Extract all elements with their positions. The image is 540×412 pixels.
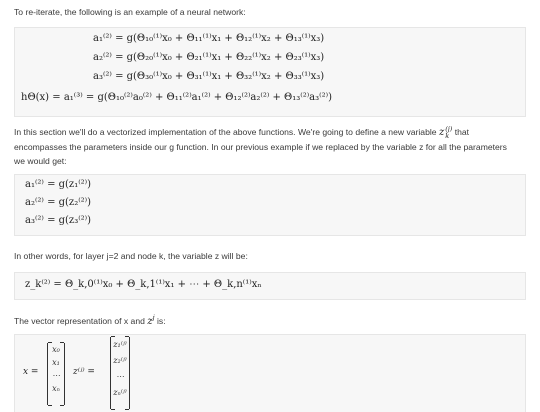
vectorized-text-part1: In this section we'll do a vectorized implementation of the above functions. We're going to define a new variable [14,127,437,137]
vector-text-end: is: [156,316,166,326]
x-vector-cell: x₁ [52,358,60,367]
vectors-box [14,334,526,412]
network-equations-box [14,27,526,117]
z-vector-cell: z₂⁽ʲ⁾ [113,356,127,365]
vectorized-text-part2: that encompasses the parameters inside our g function. In our previous example if we replaced by the variable z for all the parameters we would get: [14,127,507,166]
vectorized-paragraph [14,125,514,168]
z-vector-cell: zₙ⁽ʲ⁾ [113,388,127,397]
zk-equation: z_k⁽²⁾ = Θ_k,0⁽¹⁾x₀ + Θ_k,1⁽¹⁾x₁ + ⋯ + Θ_k,n⁽¹⁾xₙ [25,279,262,290]
vector-text: The vector representation of x and [14,316,145,326]
z-vector-cell: z₁⁽ʲ⁾ [113,340,127,349]
x-vector-cell: ⋯ [52,371,60,380]
z-equation-3: a₃⁽²⁾ = g(z₃⁽²⁾) [25,215,92,226]
x-vector-cell: xₙ [52,384,60,393]
z-label: z⁽ʲ⁾ = [73,367,95,377]
equation-a2: a₂⁽²⁾ = g(Θ₂₀⁽¹⁾x₀ + Θ₂₁⁽¹⁾x₁ + Θ₂₂⁽¹⁾x₂ + Θ₂₃⁽¹⁾x₃) [93,52,325,63]
other-words-paragraph: In other words, for layer j=2 and node k, the variable z will be: [14,251,248,261]
z-equation-1: a₁⁽²⁾ = g(z₁⁽²⁾) [25,179,92,190]
z-j-variable: $z^j$ [147,313,155,327]
z-vector [110,337,130,409]
z-vector-cell: ⋯ [116,372,124,381]
intro-paragraph: To re-iterate, the following is an example of a neural network: [14,7,246,17]
vector-paragraph [14,314,514,329]
z-equation-2: a₂⁽²⁾ = g(z₂⁽²⁾) [25,197,92,208]
equation-a3: a₃⁽²⁾ = g(Θ₃₀⁽¹⁾x₀ + Θ₃₁⁽¹⁾x₁ + Θ₃₂⁽¹⁾x₂ + Θ₃₃⁽¹⁾x₃) [93,71,325,82]
equation-h-theta: hΘ(x) = a₁⁽³⁾ = g(Θ₁₀⁽²⁾a₀⁽²⁾ + Θ₁₁⁽²⁾a₁⁽²⁾ + Θ₁₂⁽²⁾a₂⁽²⁾ + Θ₁₃⁽²⁾a₃⁽²⁾) [21,92,332,103]
x-vector [47,343,65,405]
z-equations-box [14,174,526,236]
equation-a1: a₁⁽²⁾ = g(Θ₁₀⁽¹⁾x₀ + Θ₁₁⁽¹⁾x₁ + Θ₁₂⁽¹⁾x₂ + Θ₁₃⁽¹⁾x₃) [93,33,325,44]
z-variable: z (j) k [438,124,453,140]
x-label: x = [23,367,39,377]
zk-equation-box [14,272,526,300]
x-vector-cell: x₀ [52,345,60,354]
